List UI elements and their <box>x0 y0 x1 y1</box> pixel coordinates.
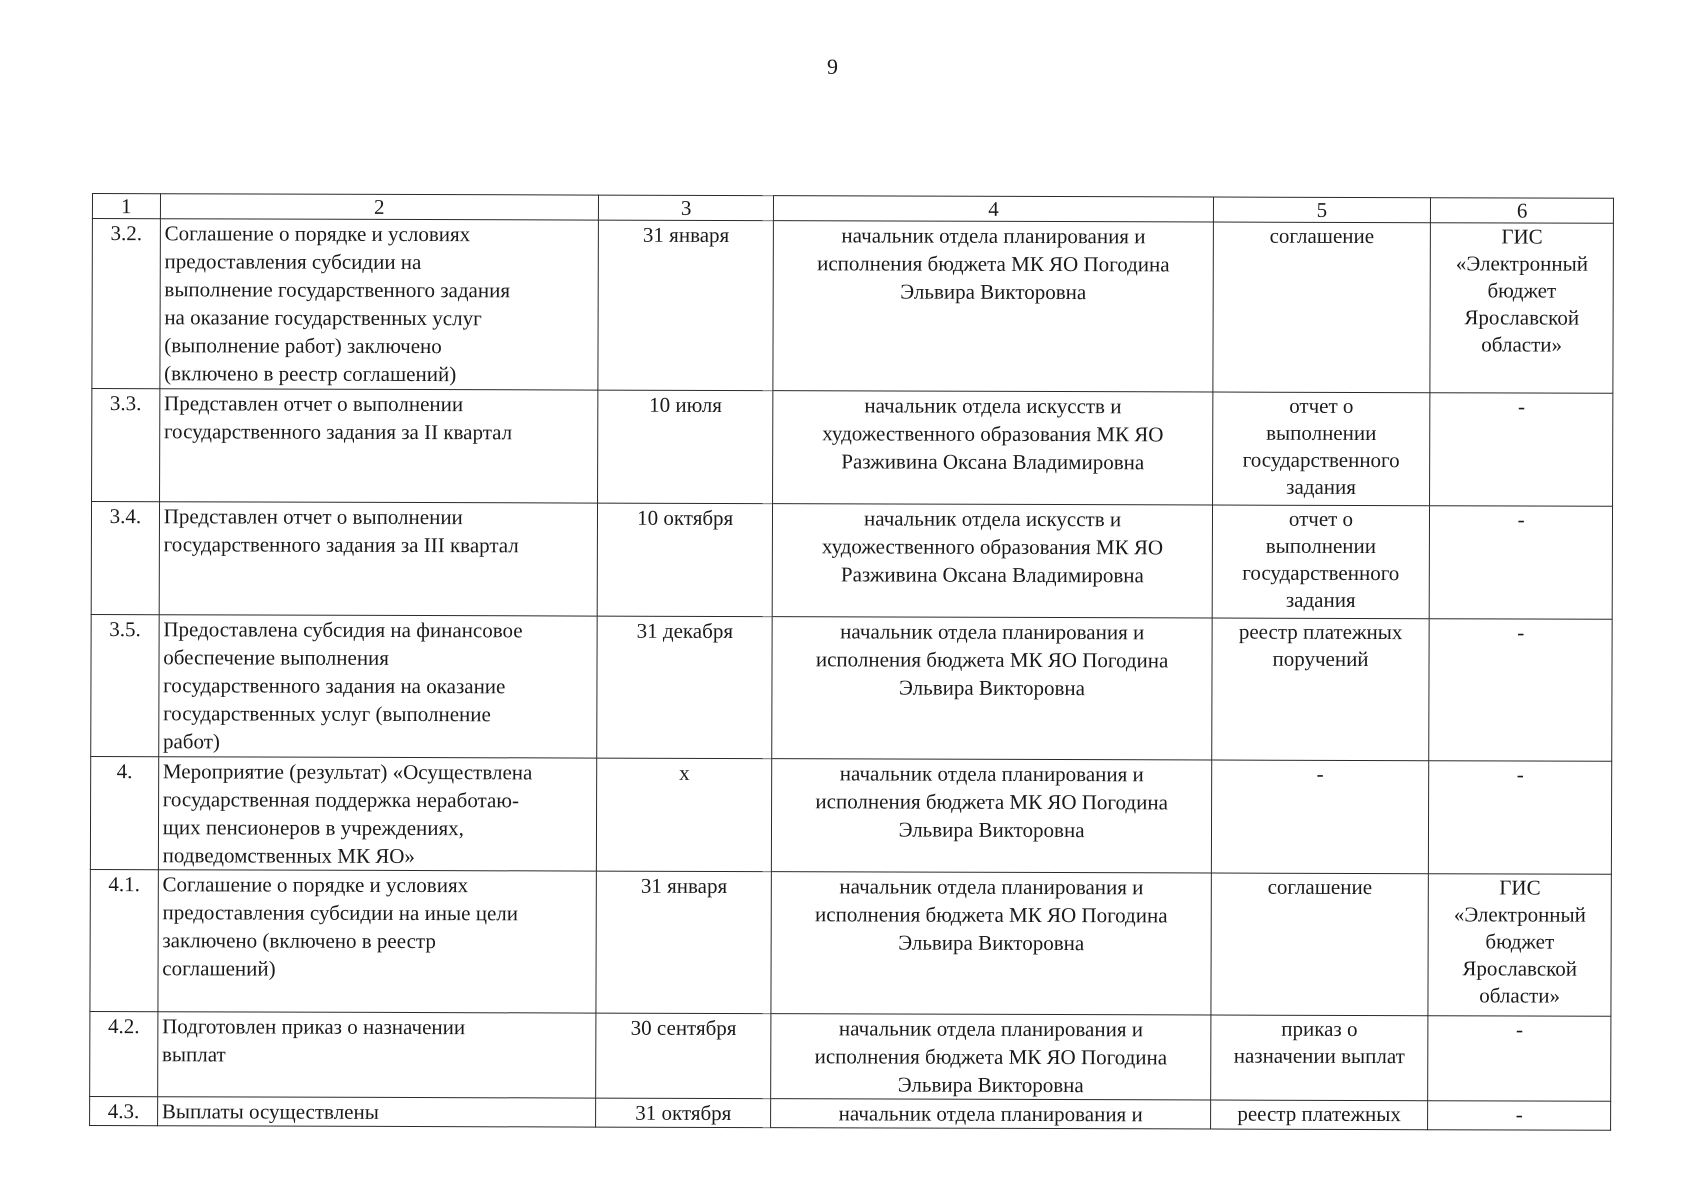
row-date: 31 декабря <box>597 616 773 759</box>
row-system: - <box>1428 1016 1611 1102</box>
row-number: 3.4. <box>91 502 159 615</box>
table-row <box>90 756 1611 874</box>
row-description: Подготовлен приказ о назначении выплат <box>157 1012 595 1098</box>
row-number: 4. <box>90 756 158 869</box>
row-date: 10 октября <box>597 503 773 617</box>
row-description: Соглашение о порядке и условиях предоставления субсидии на иные цели заключено (включено в реестр соглашений) <box>158 870 597 1013</box>
row-date: 31 января <box>598 220 774 391</box>
table-row <box>90 869 1611 1016</box>
table-row <box>91 614 1612 761</box>
table-row <box>90 1096 1611 1130</box>
header-cell: 4 <box>774 196 1213 222</box>
row-responsible: начальник отдела планирования и исполнения бюджета МК ЯО Погодина Эльвира Викторовна <box>771 1014 1211 1100</box>
row-system: - <box>1430 393 1613 507</box>
row-description: Представлен отчет о выполнении государственного задания за II квартал <box>159 389 598 503</box>
row-document: реестр платежных поручений <box>1211 618 1429 761</box>
row-responsible: начальник отдела искусств и художественного образования МК ЯО Разживина Оксана Владимировна <box>773 504 1213 618</box>
table-row <box>91 502 1612 620</box>
row-responsible: начальник отдела планирования и исполнения бюджета МК ЯО Погодина Эльвира Викторовна <box>772 759 1212 873</box>
row-system: - <box>1429 506 1612 620</box>
row-date: 31 января <box>596 871 772 1014</box>
row-date: 31 октября <box>596 1098 772 1128</box>
row-description: Предоставлена субсидия на финансовое обеспечение выполнения государственного задания на оказание государственных услуг (выполнение работ) <box>158 615 597 758</box>
row-description: Выплаты осуществлены <box>157 1097 595 1127</box>
row-system: - <box>1428 1101 1611 1131</box>
row-responsible: начальник отдела искусств и художественного образования МК ЯО Разживина Оксана Владимировна <box>773 391 1213 505</box>
table-row <box>90 1011 1611 1101</box>
header-cell: 5 <box>1213 197 1431 223</box>
plan-table <box>89 193 1614 1131</box>
row-number: 4.1. <box>90 869 158 1011</box>
row-description: Соглашение о порядке и условиях предоставления субсидии на выполнение государственного задания на оказание государственных услуг (выполнение работ) заключено (включено в реестр соглашений) <box>160 219 599 390</box>
row-document: приказ о назначении выплат <box>1210 1015 1428 1101</box>
row-document: отчет о выполнении государственного задания <box>1212 392 1430 506</box>
header-cell: 6 <box>1431 198 1614 224</box>
row-number: 4.3. <box>90 1096 158 1125</box>
row-number: 3.5. <box>91 614 159 756</box>
row-description: Мероприятие (результат) «Осуществлена государственная поддержка неработаю- щих пенсионеров в учреждениях, подведомственных МК ЯО» <box>158 757 597 871</box>
row-document: соглашение <box>1211 873 1429 1016</box>
row-responsible: начальник отдела планирования и <box>771 1099 1210 1129</box>
row-number: 4.2. <box>90 1011 158 1096</box>
row-system: - <box>1429 761 1612 875</box>
header-cell: 1 <box>92 194 160 219</box>
row-responsible: начальник отдела планирования и исполнения бюджета МК ЯО Погодина Эльвира Викторовна <box>773 221 1213 392</box>
page-number: 9 <box>827 54 838 79</box>
row-number: 3.3. <box>92 389 160 502</box>
row-system: ГИС «Электронный бюджет Ярославской области» <box>1428 874 1611 1017</box>
row-document: отчет о выполнении государственного задания <box>1212 505 1430 619</box>
row-document: реестр платежных <box>1210 1100 1428 1130</box>
header-cell: 3 <box>598 195 774 221</box>
row-description: Представлен отчет о выполнении государственного задания за III квартал <box>159 502 598 616</box>
row-date: 10 июля <box>597 390 773 504</box>
header-cell: 2 <box>160 194 598 220</box>
row-system: ГИС «Электронный бюджет Ярославской области» <box>1430 223 1613 394</box>
row-number: 3.2. <box>92 219 160 389</box>
row-document: - <box>1211 760 1429 874</box>
row-date: 30 сентября <box>596 1013 772 1099</box>
table-row <box>92 389 1613 507</box>
table-row <box>92 219 1614 394</box>
row-responsible: начальник отдела планирования и исполнения бюджета МК ЯО Погодина Эльвира Викторовна <box>771 872 1211 1015</box>
row-system: - <box>1429 619 1612 762</box>
row-date: х <box>596 758 772 872</box>
row-document: соглашение <box>1213 222 1431 393</box>
row-responsible: начальник отдела планирования и исполнения бюджета МК ЯО Погодина Эльвира Викторовна <box>772 617 1212 760</box>
